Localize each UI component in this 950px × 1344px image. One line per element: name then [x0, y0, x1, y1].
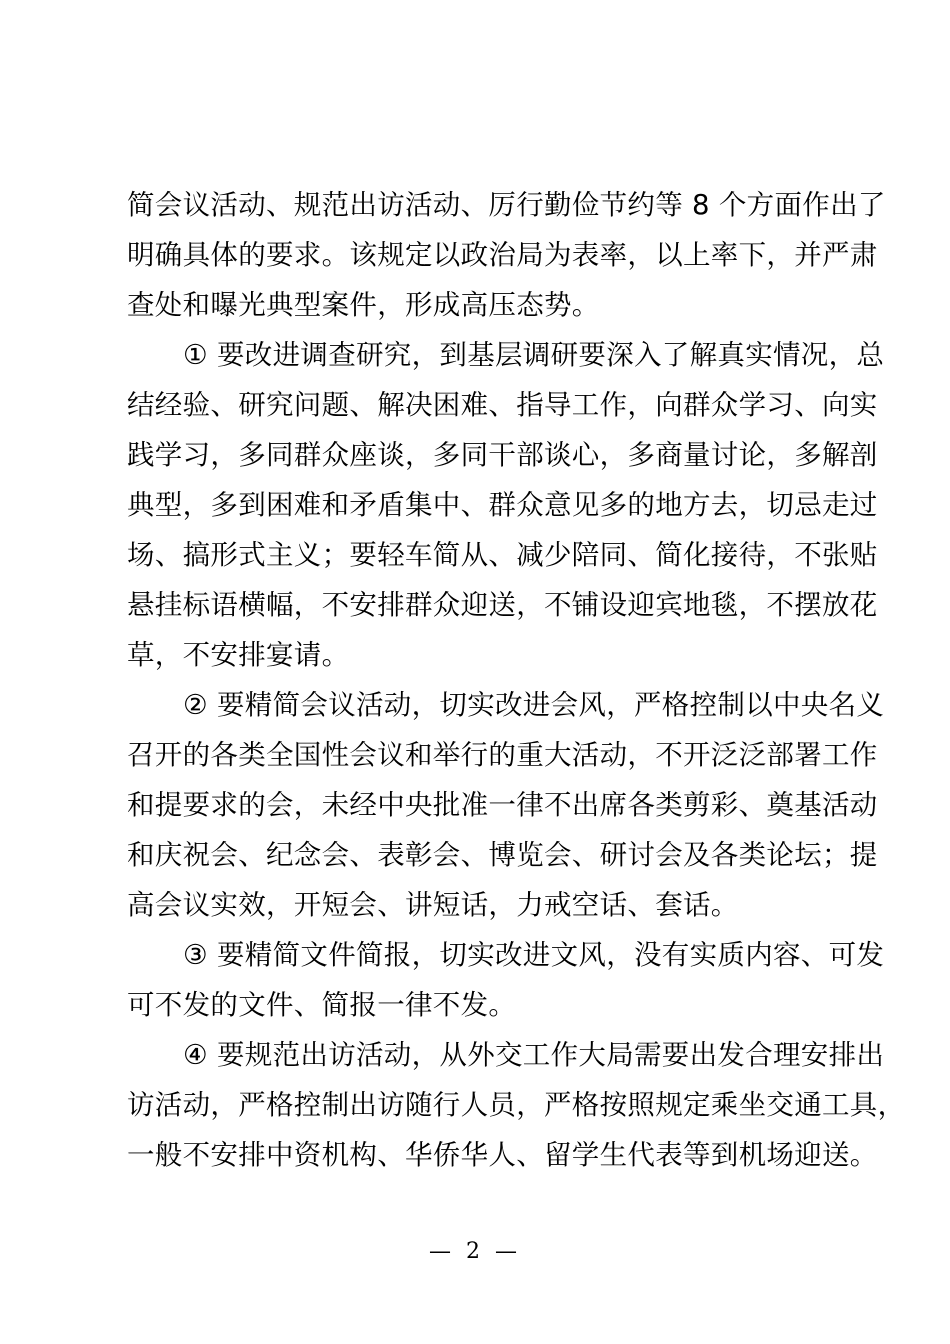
- text-line: 结经验、研究问题、解决困难、指导工作，向群众学习、向实: [127, 389, 878, 421]
- paragraph-1: [127, 180, 886, 330]
- text-line: 践学习，多同群众座谈，多同干部谈心，多商量讨论，多解剖: [127, 439, 878, 471]
- text-line: 典型，多到困难和矛盾集中、群众意见多的地方去，切忌走过: [127, 489, 878, 521]
- text-line: 一般不安排中资机构、华侨华人、留学生代表等到机场迎送。: [127, 1139, 878, 1171]
- text-line: ④ 要规范出访活动，从外交工作大局需要出发合理安排出: [183, 1039, 885, 1071]
- text-line: 简会议活动、规范出访活动、厉行勤俭节约等 8 个方面作出了: [127, 189, 886, 221]
- text-line: 高会议实效，开短会、讲短话，力戒空话、套话。: [127, 889, 739, 921]
- text-line: ③ 要精简文件简报，切实改进文风，没有实质内容、可发: [183, 939, 885, 971]
- text-line: 查处和曝光典型案件，形成高压态势。: [127, 289, 600, 321]
- document-body: [127, 180, 906, 1180]
- text-line: 悬挂标语横幅，不安排群众迎送，不铺设迎宾地毯，不摆放花: [127, 589, 878, 621]
- text-line: 访活动，严格控制出访随行人员，严格按照规定乘坐交通工具，: [127, 1089, 906, 1121]
- text-line: 和庆祝会、纪念会、表彰会、博览会、研讨会及各类论坛；提: [127, 839, 878, 871]
- page-number: — 2 —: [429, 1239, 521, 1264]
- paragraph-5: [127, 1030, 906, 1180]
- text-line: ② 要精简会议活动，切实改进会风，严格控制以中央名义: [183, 689, 885, 721]
- text-line: 草，不安排宴请。: [127, 639, 350, 671]
- text-line: 明确具体的要求。该规定以政治局为表率，以上率下，并严肃: [127, 239, 878, 271]
- text-line: 和提要求的会，未经中央批准一律不出席各类剪彩、奠基活动: [127, 789, 878, 821]
- text-line: 可不发的文件、简报一律不发。: [127, 989, 517, 1021]
- paragraph-4: [127, 930, 885, 1030]
- paragraph-3: [127, 680, 885, 930]
- paragraph-2: [127, 330, 885, 680]
- text-line: 场、搞形式主义；要轻车简从、减少陪同、简化接待，不张贴: [127, 539, 878, 571]
- text-line: 召开的各类全国性会议和举行的重大活动，不开泛泛部署工作: [127, 739, 878, 771]
- text-line: ① 要改进调查研究，到基层调研要深入了解真实情况，总: [183, 339, 885, 371]
